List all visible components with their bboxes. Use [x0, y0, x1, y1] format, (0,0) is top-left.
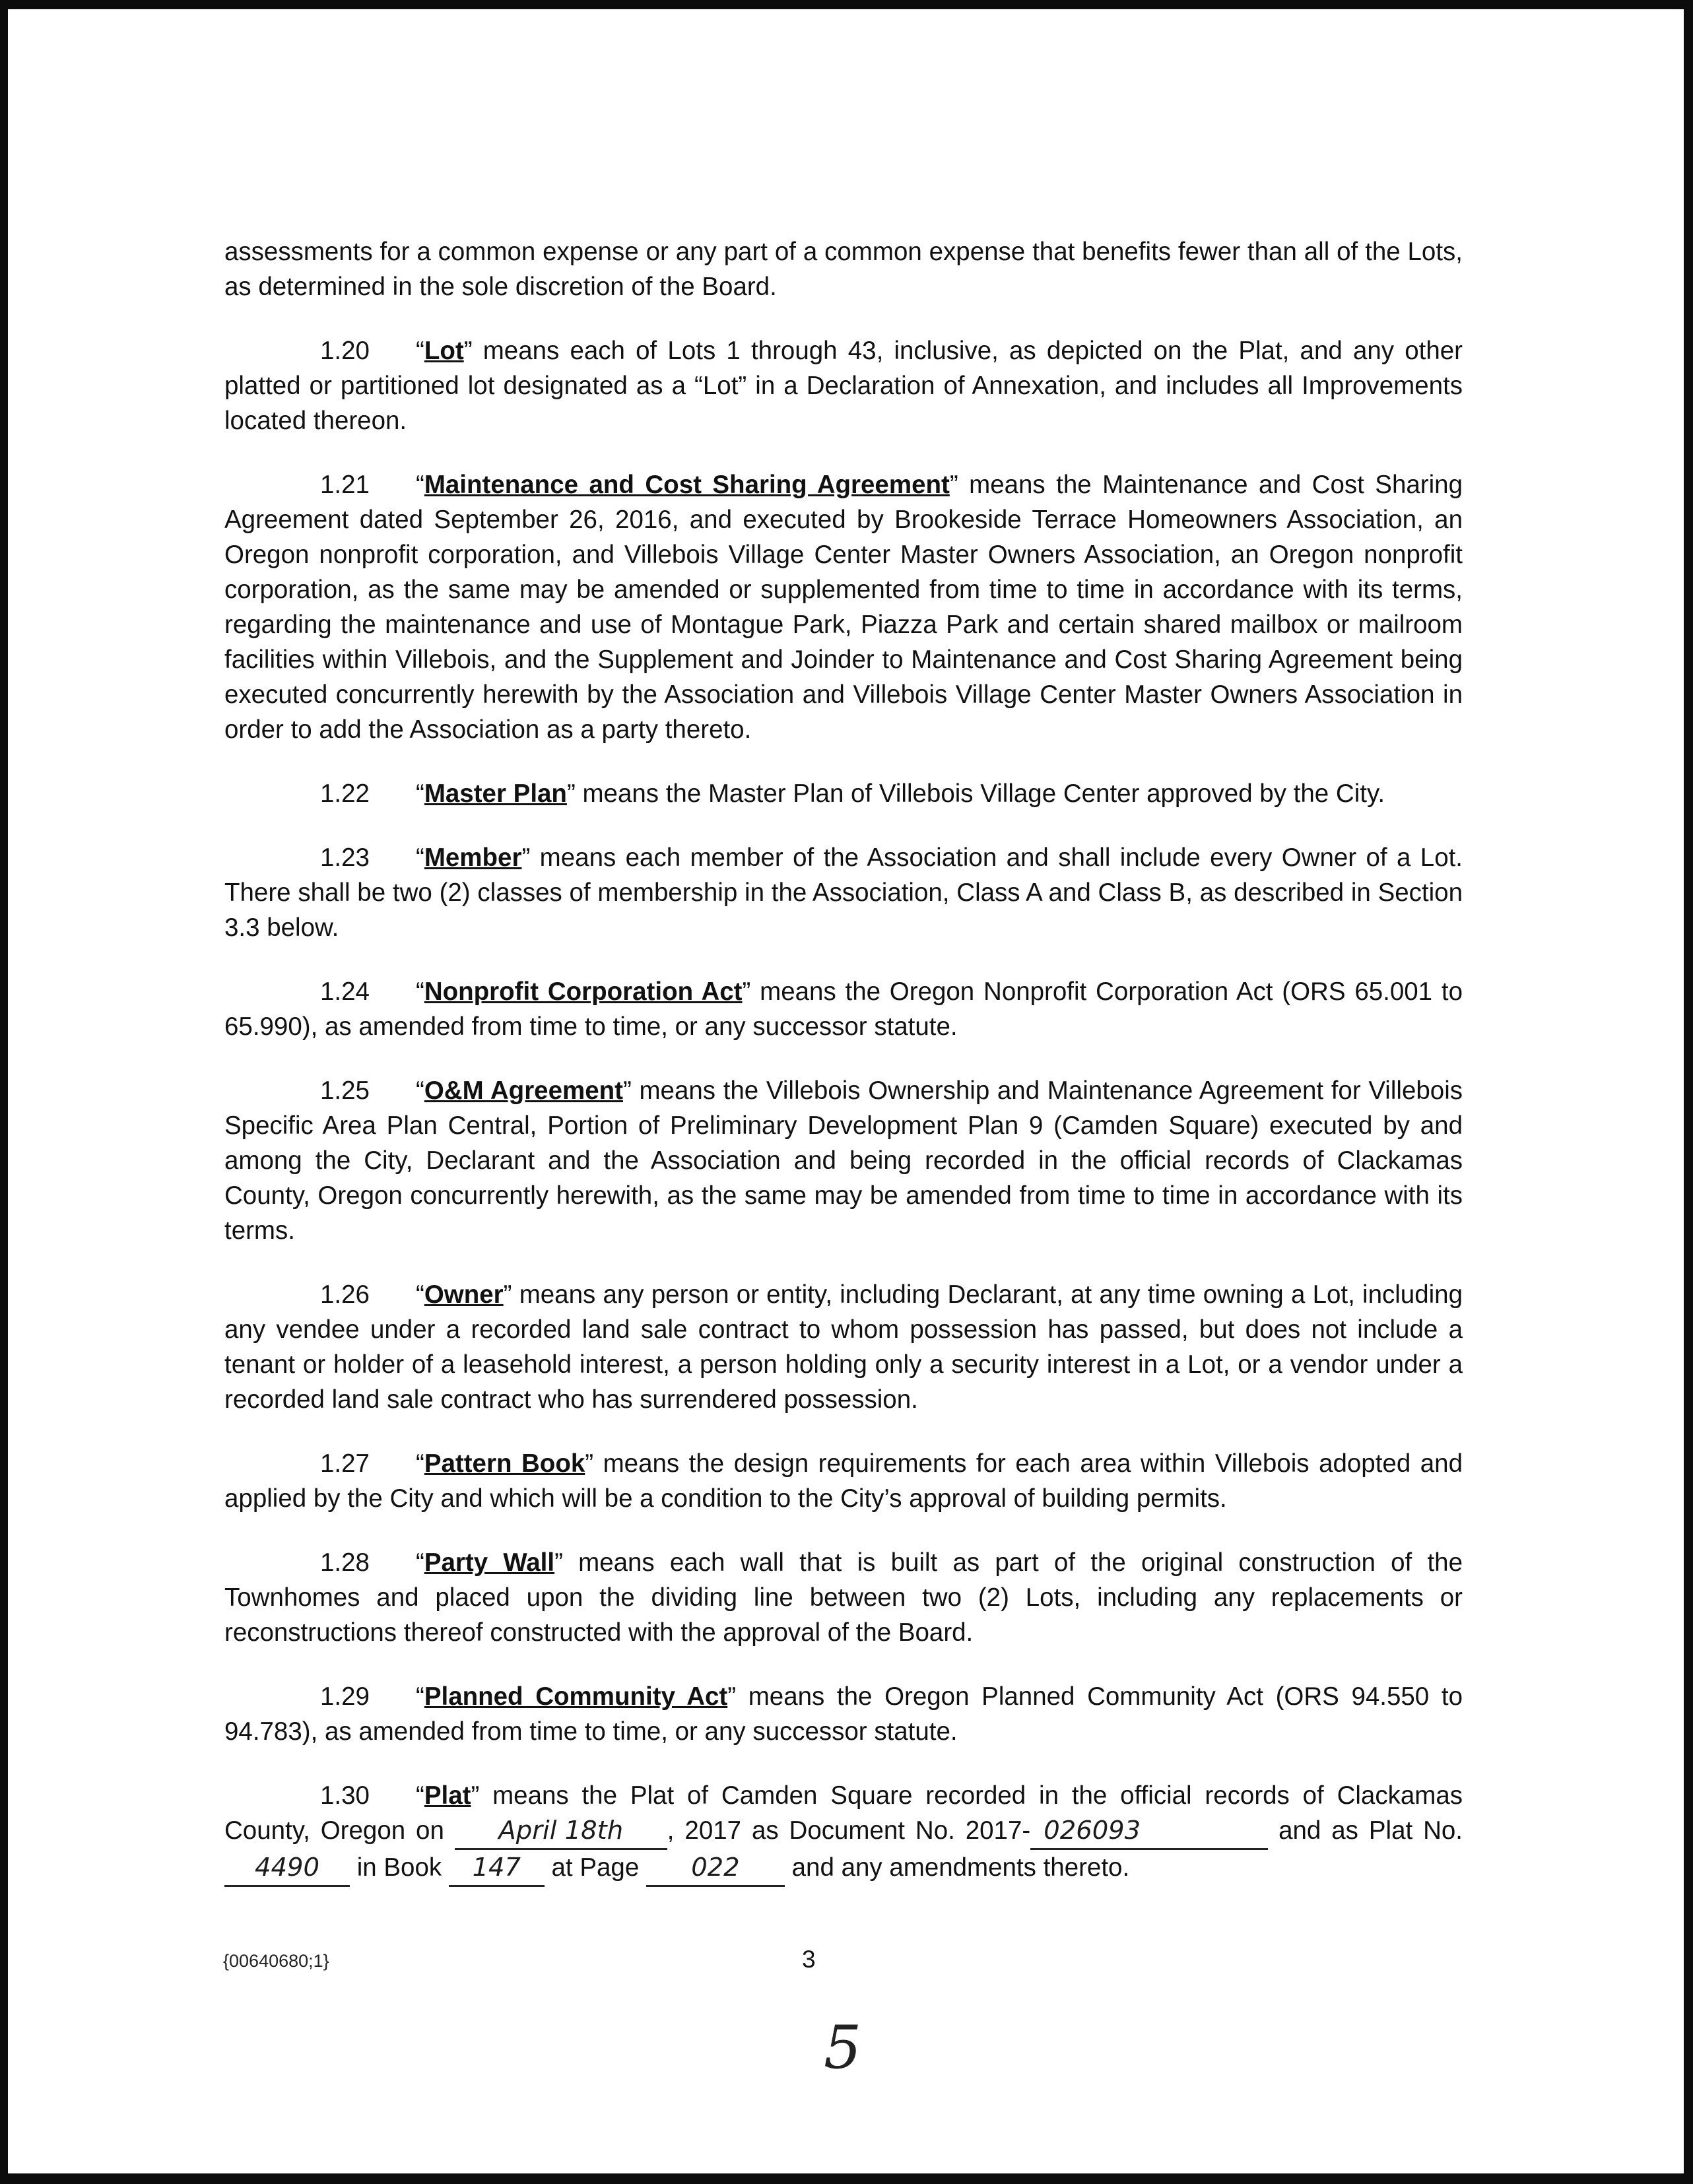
document-number-blank: 026093 [1030, 1813, 1268, 1850]
section-text: and as Plat No. [1268, 1816, 1463, 1845]
handwritten-page-mark: 5 [824, 2013, 862, 2082]
defined-term: Plat [424, 1781, 471, 1810]
section-number: 1.27 [320, 1449, 370, 1478]
section-text: means each member of the Association and shall include every Owner of a Lot. There shall be two (2) classes of membership in the Association, Class A and Class B, as described in Section 3.3 below. [224, 844, 1463, 942]
section-1-26: 1.26 “Owner” means any person or entity, including Declarant, at any time owning a Lot, including any vendee under a recorded land sale contract to whom possession has passed, but does not include a tenant or holder of a leasehold interest, a person holding only a security interest in a Lot, or a vendor under a recorded land sale contract who has surrendered possession. [224, 1277, 1463, 1417]
section-1-25: 1.25 “O&M Agreement” means the Villebois Ownership and Maintenance Agreement for Villebois Specific Area Plan Central, Portion of Preliminary Development Plan 9 (Camden Square) executed by and among the City, Declarant and the Association and being recorded in the official records of Clackamas County, Oregon concurrently herewith, as the same may be amended from time to time in accordance with its terms. [224, 1073, 1463, 1248]
section-number: 1.25 [320, 1076, 370, 1105]
section-text: at Page [544, 1853, 646, 1882]
page-number: 3 [802, 1946, 816, 1973]
scan-border-left [0, 0, 8, 2184]
section-text: means the Plat of Camden Square recorded in the official records of Clackamas County, Oregon on [224, 1781, 1463, 1845]
section-text: means the design requirements for each area within Villebois adopted and applied by the City and which will be a condition to the City’s approval of building permits. [224, 1449, 1463, 1513]
section-number: 1.21 [320, 471, 370, 499]
section-number: 1.29 [320, 1682, 370, 1711]
defined-term: Planned Community Act [424, 1682, 728, 1711]
scan-border-bottom [0, 2173, 1693, 2184]
defined-term: Lot [424, 337, 464, 365]
section-text: means each wall that is built as part of the original construction of the Townhomes and placed upon the dividing line between two (2) Lots, including any replacements or reconstructions thereof constructed with the approval of the Board. [224, 1548, 1463, 1647]
section-number: 1.28 [320, 1548, 370, 1577]
book-number-blank: 147 [449, 1850, 545, 1887]
section-text: means each of Lots 1 through 43, inclusive, as depicted on the Plat, and any other platted or partitioned lot designated as a “Lot” in a Declaration of Annexation, and includes all Improvements located thereon. [224, 337, 1463, 435]
section-text: means any person or entity, including Declarant, at any time owning a Lot, including any vendee under a recorded land sale contract to whom possession has passed, but does not include a tenant or holder of a leasehold interest, a person holding only a security interest in a Lot, or a vendor under a recorded land sale contract who has surrendered possession. [224, 1280, 1463, 1414]
section-text: means the Maintenance and Cost Sharing Agreement dated September 26, 2016, and executed by Brookeside Terrace Homeowners Association, an Oregon nonprofit corporation, and Villebois Village Center Master Owners Association, an Oregon nonprofit corporation, as the same may be amended or supplemented from time to time in accordance with its terms, regarding the maintenance and use of Montague Park, Piazza Park and certain shared mailbox or mailroom facilities within Villebois, and the Supplement and Joinder to Maintenance and Cost Sharing Agreement being executed concurrently herewith by the Association and Villebois Village Center Master Owners Association in order to add the Association as a party thereto. [224, 471, 1463, 744]
section-number: 1.22 [320, 779, 370, 808]
section-1-22: 1.22 “Master Plan” means the Master Plan of Villebois Village Center approved by the City. [224, 776, 1463, 811]
defined-term: Nonprofit Corporation Act [424, 977, 743, 1006]
defined-term: Owner [424, 1280, 504, 1309]
section-1-23: 1.23 “Member” means each member of the Association and shall include every Owner of a Lot. There shall be two (2) classes of membership in the Association, Class A and Class B, as described in Section 3.3 below. [224, 840, 1463, 945]
defined-term: Party Wall [424, 1548, 555, 1577]
section-1-28: 1.28 “Party Wall” means each wall that is built as part of the original construction of the Townhomes and placed upon the dividing line between two (2) Lots, including any replacements or reconstructions thereof constructed with the approval of the Board. [224, 1545, 1463, 1650]
scan-border-top [0, 0, 1693, 9]
defined-term: Master Plan [424, 779, 567, 808]
section-number: 1.24 [320, 977, 370, 1006]
defined-term: Member [424, 844, 522, 872]
section-number: 1.23 [320, 844, 370, 872]
section-1-30: 1.30 “Plat” means the Plat of Camden Square recorded in the official records of Clackamas County, Oregon on April 18th , 2017 as Document No. 2017- 026093 and as Plat No. 4490 in Book 147 at Page 022 and any amendments thereto. [224, 1778, 1463, 1887]
page-number-blank: 022 [646, 1850, 785, 1887]
scan-border-right [1684, 0, 1693, 2184]
defined-term: Pattern Book [424, 1449, 585, 1478]
intro-paragraph: assessments for a common expense or any part of a common expense that benefits fewer than all of the Lots, as determined in the sole discretion of the Board. [224, 238, 1463, 301]
section-number: 1.26 [320, 1280, 370, 1309]
section-text: means the Master Plan of Villebois Village Center approved by the City. [575, 779, 1385, 808]
section-text: means the Oregon Planned Community Act (ORS 94.550 to 94.783), as amended from time to time, or any successor statute. [224, 1682, 1463, 1746]
page-body [224, 234, 1463, 1916]
recording-date-blank: April 18th [455, 1813, 667, 1850]
section-text: means the Villebois Ownership and Maintenance Agreement for Villebois Specific Area Plan Central, Portion of Preliminary Development Plan 9 (Camden Square) executed by and among the City, Declarant and the Association and being recorded in the official records of Clackamas County, Oregon concurrently herewith, as the same may be amended from time to time in accordance with its terms. [224, 1076, 1463, 1245]
section-1-29: 1.29 “Planned Community Act” means the Oregon Planned Community Act (ORS 94.550 to 94.783), as amended from time to time, or any successor statute. [224, 1679, 1463, 1749]
section-number: 1.20 [320, 337, 370, 365]
section-1-27: 1.27 “Pattern Book” means the design requirements for each area within Villebois adopted and applied by the City and which will be a condition to the City’s approval of building permits. [224, 1446, 1463, 1516]
section-number: 1.30 [320, 1781, 370, 1810]
defined-term: Maintenance and Cost Sharing Agreement [424, 471, 950, 499]
defined-term: O&M Agreement [424, 1076, 623, 1105]
section-1-24: 1.24 “Nonprofit Corporation Act” means the Oregon Nonprofit Corporation Act (ORS 65.001 to 65.990), as amended from time to time, or any successor statute. [224, 974, 1463, 1044]
section-1-21: 1.21 “Maintenance and Cost Sharing Agreement” means the Maintenance and Cost Sharing Agreement dated September 26, 2016, and executed by Brookeside Terrace Homeowners Association, an Oregon nonprofit corporation, and Villebois Village Center Master Owners Association, an Oregon nonprofit corporation, as the same may be amended or supplemented from time to time in accordance with its terms, regarding the maintenance and use of Montague Park, Piazza Park and certain shared mailbox or mailroom facilities within Villebois, and the Supplement and Joinder to Maintenance and Cost Sharing Agreement being executed concurrently herewith by the Association and Villebois Village Center Master Owners Association in order to add the Association as a party thereto. [224, 467, 1463, 747]
document-id: {00640680;1} [223, 1951, 329, 1971]
section-text: and any amendments thereto. [784, 1853, 1130, 1882]
plat-number-blank: 4490 [224, 1850, 350, 1887]
section-text: , 2017 as Document No. 2017- [667, 1816, 1031, 1845]
section-text: means the Oregon Nonprofit Corporation Act (ORS 65.001 to 65.990), as amended from time to time, or any successor statute. [224, 977, 1463, 1041]
section-1-20: 1.20 “Lot” means each of Lots 1 through 43, inclusive, as depicted on the Plat, and any other platted or partitioned lot designated as a “Lot” in a Declaration of Annexation, and includes all Improvements located thereon. [224, 333, 1463, 438]
section-text: in Book [350, 1853, 449, 1882]
